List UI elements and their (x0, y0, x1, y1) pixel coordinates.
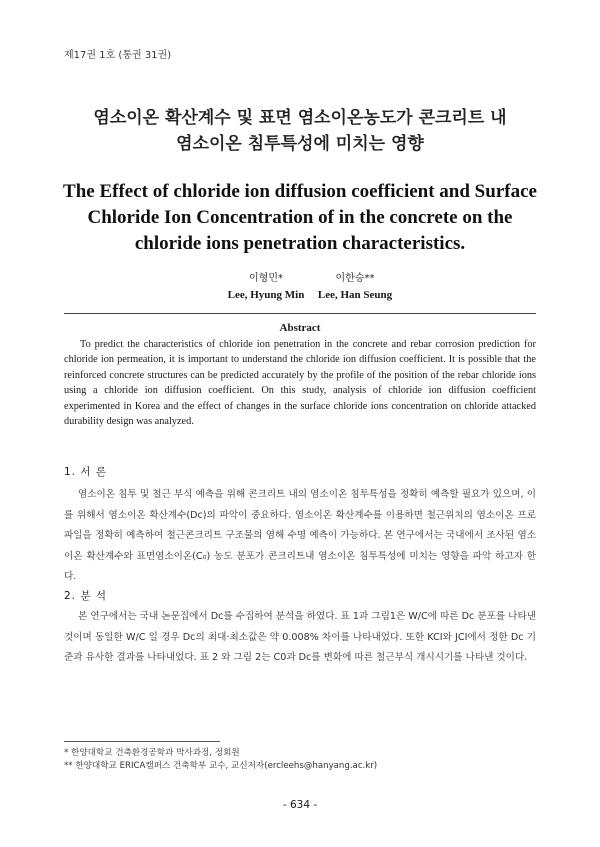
english-title-line-3: chloride ions penetration characteristics. (134, 233, 466, 254)
abstract-text: To predict the characteristics of chloride ion penetration in the concrete and rebar corrosion prediction for chloride ion permeation, it is important to understand the chloride ion diffusion coefficient. It is possible that the reinforced concrete structures can be predicted accurately by the profile of the position of the rebar chloride ions using a chloride ion diffusion coefficient. On this study, analysis of chloride ion diffusion coefficient experimented in Korea and the effect of changes in the surface chloride ions concentration on chloride attacked durability design was analyzed. (64, 339, 536, 428)
author-2-name-ko: 이한승** (335, 273, 375, 284)
page-number: - 634 - (282, 799, 318, 811)
footnote-divider (64, 741, 220, 742)
english-title-line-2: Chloride Ion Concentration of in the concrete on the (87, 207, 513, 228)
korean-title-line-1: 염소이온 확산계수 및 표면 염소이온농도가 콘크리트 내 (93, 108, 507, 128)
author-1-name-ko: 이형민* (249, 273, 283, 284)
footnote-2: ** 한양대학교 ERICA캠퍼스 건축학부 교수, 교신저자(ercleehs@hanyang.ac.kr) (64, 761, 378, 771)
english-title-line-1: The Effect of chloride ion diffusion coefficient and Surface (63, 181, 537, 202)
footnote-1: * 한양대학교 건축환경공학과 박사과정, 정회원 (64, 748, 240, 758)
author-2-name-en: Lee, Han Seung (317, 289, 393, 301)
korean-title-line-2: 염소이온 침투특성에 미치는 영향 (176, 134, 424, 154)
abstract-heading: Abstract (279, 322, 321, 334)
section-1-heading: 1. 서 론 (64, 466, 107, 478)
section-2-heading: 2. 분 석 (64, 590, 107, 602)
section-2-text: 본 연구에서는 국내 논문집에서 Dc를 수집하여 분석을 하였다. 표 1과 그림1은 W/C에 따른 Dc 분포를 나타낸 것이며 동일한 W/C 일 경우 Dc의 최대·최소값은 약 0.008% 차이를 나타내었다. 또한 KCI와 JCI에서 정한 Dc 기준과 유사한 결과를 나타내었다. 표 2 와 그림 2는 C0과 Dc를 변화에 따른 철근부식 개시시기를 나타낸 것이다. (64, 611, 536, 664)
title-divider (64, 313, 536, 314)
author-1 (216, 271, 316, 303)
author-1-name-en: Lee, Hyung Min (227, 289, 305, 301)
journal-issue-header: 제17권 1호 (통권 31권) (64, 50, 172, 61)
author-2 (305, 271, 405, 303)
section-1-text: 염소이온 침투 및 철근 부식 예측을 위해 콘크리트 내의 염소이온 침투특성을 정확히 예측할 필요가 있으며, 이를 위해서 염소이온 확산계수(Dc)의 파악이 중요하다. 염소이온 확산계수를 이용하면 철근위치의 염소이온 프로파일을 정확히 예측하여 철근콘크리트 구조물의 염해 수명 예측이 가능하다. 본 연구에서는 국내에서 조사된 염소이온 확산계수와 표면염소이온(C₀) 농도 분포가 콘크리트내 염소이온 침투특성에 미치는 영향을 파악 하고자 한다. (64, 489, 536, 583)
